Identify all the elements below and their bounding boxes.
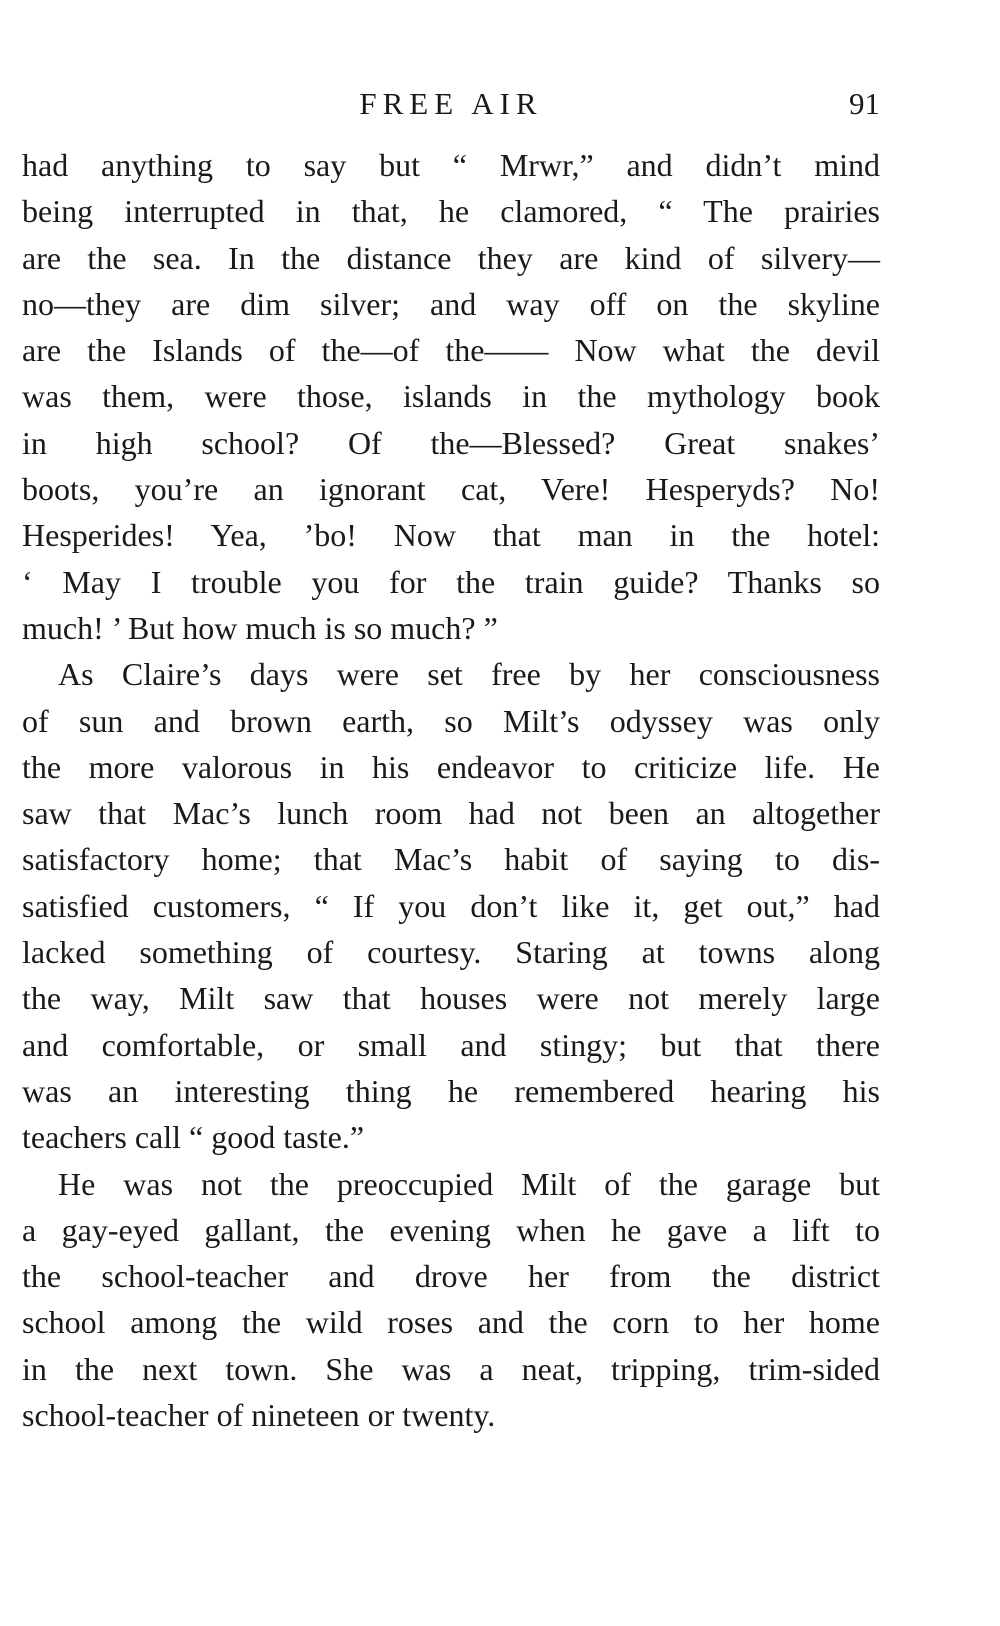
- text-line: saw that Mac’s lunch room had not been an altogether: [22, 795, 880, 832]
- body-text: [22, 142, 880, 1438]
- running-title: FREE AIR: [359, 86, 543, 121]
- text-line: school-teacher of nineteen or twenty.: [22, 1397, 496, 1434]
- text-line: a gay-eyed gallant, the evening when he gave a lift to: [22, 1211, 880, 1248]
- text-line: the school-teacher and drove her from the district: [22, 1258, 880, 1295]
- text-line: the way, Milt saw that houses were not merely large: [22, 980, 880, 1017]
- text-line: lacked something of courtesy. Staring at towns along: [22, 934, 880, 971]
- paragraph-2: [22, 651, 880, 1160]
- text-line: and comfortable, or small and stingy; but that there: [22, 1026, 880, 1063]
- running-head: [22, 82, 880, 126]
- text-line: in high school? Of the—Blessed? Great snakes’: [22, 424, 880, 461]
- page-number: 91: [849, 86, 880, 121]
- text-line: in the next town. She was a neat, tripping, trim-sided: [22, 1350, 880, 1387]
- text-line: As Claire’s days were set free by her consciousness: [58, 656, 880, 693]
- text-line: ‘ May I trouble you for the train guide? Thanks so: [22, 563, 880, 600]
- text-line: had anything to say but “ Mrwr,” and didn’t mind: [22, 147, 880, 183]
- text-line: was an interesting thing he remembered hearing his: [22, 1072, 880, 1109]
- text-line: satisfactory home; that Mac’s habit of saying to dis-: [22, 841, 880, 878]
- text-line: being interrupted in that, he clamored, “ The prairies: [22, 193, 880, 230]
- text-line: was them, were those, islands in the mythology book: [22, 378, 880, 415]
- text-line: satisfied customers, “ If you don’t like it, get out,” had: [22, 887, 880, 924]
- text-line: the more valorous in his endeavor to criticize life. He: [22, 748, 880, 785]
- text-line: much! ’ But how much is so much? ”: [22, 609, 498, 646]
- text-line: school among the wild roses and the corn to her home: [22, 1304, 880, 1341]
- paragraph-3: [22, 1161, 880, 1439]
- text-line: are the Islands of the—of the—— Now what the devil: [22, 332, 880, 369]
- paragraph-1: [22, 142, 880, 651]
- text-line: Hesperides! Yea, ’bo! Now that man in the hotel:: [22, 517, 880, 554]
- text-line: He was not the preoccupied Milt of the garage but: [58, 1165, 880, 1202]
- text-line: no—they are dim silver; and way off on the skyline: [22, 285, 880, 322]
- text-line: of sun and brown earth, so Milt’s odyssey was only: [22, 702, 880, 739]
- text-line: are the sea. In the distance they are kind of silvery—: [22, 239, 880, 276]
- text-line: teachers call “ good taste.”: [22, 1119, 365, 1156]
- text-line: boots, you’re an ignorant cat, Vere! Hesperyds? No!: [22, 471, 880, 508]
